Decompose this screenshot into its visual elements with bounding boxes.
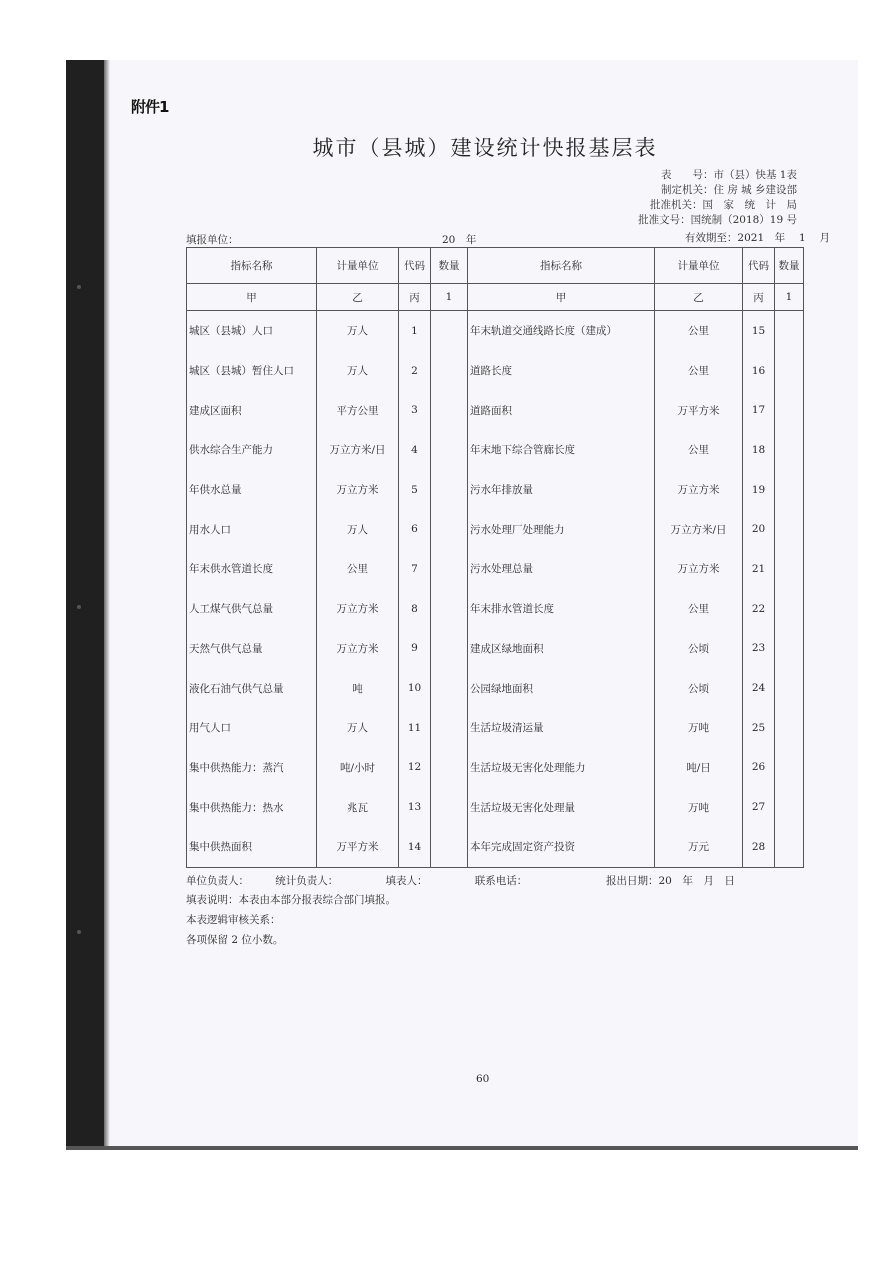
row-code: 27 <box>743 787 775 827</box>
indicator-name: 集中供热能力：热水 <box>187 787 317 827</box>
column-marker-row <box>187 284 804 311</box>
header-unit: 计量单位 <box>317 248 399 284</box>
quantity-cell[interactable] <box>431 629 468 669</box>
row-code: 1 <box>399 311 431 351</box>
quantity-cell[interactable] <box>431 827 468 867</box>
table-row <box>187 390 804 430</box>
quantity-cell[interactable] <box>431 589 468 629</box>
row-code: 28 <box>743 827 775 867</box>
quantity-cell[interactable] <box>775 629 804 669</box>
indicator-name: 年供水总量 <box>187 470 317 510</box>
quantity-cell[interactable] <box>431 509 468 549</box>
marker-jia: 甲 <box>468 284 655 311</box>
quantity-cell[interactable] <box>431 470 468 510</box>
row-code: 6 <box>399 509 431 549</box>
measure-unit: 公顷 <box>655 629 743 669</box>
quantity-cell[interactable] <box>775 787 804 827</box>
quantity-cell[interactable] <box>775 589 804 629</box>
form-number: 表 号：市（县）快基 1表 <box>660 169 797 181</box>
header-name: 指标名称 <box>468 248 655 284</box>
decimal-note: 各项保留 2 位小数。 <box>186 934 284 946</box>
report-year: 20 年 <box>442 234 477 246</box>
measure-unit: 万立方米/日 <box>655 509 743 549</box>
measure-unit: 公里 <box>655 430 743 470</box>
measure-unit: 万平方米 <box>317 827 399 867</box>
row-code: 25 <box>743 708 775 748</box>
approving-authority: 批准机关：国 家 统 计 局 <box>650 199 797 211</box>
issuing-authority: 制定机关：住 房 城 乡建设部 <box>660 184 797 196</box>
measure-unit: 兆瓦 <box>317 787 399 827</box>
row-code: 21 <box>743 549 775 589</box>
measure-unit: 公里 <box>655 311 743 351</box>
quantity-cell[interactable] <box>775 668 804 708</box>
header-qty: 数量 <box>431 248 468 284</box>
page-bottom-edge <box>66 1146 858 1150</box>
measure-unit: 吨/小时 <box>317 748 399 788</box>
measure-unit: 万立方米 <box>655 470 743 510</box>
row-code: 20 <box>743 509 775 549</box>
measure-unit: 万立方米 <box>317 629 399 669</box>
table-row <box>187 311 804 351</box>
table-row <box>187 470 804 510</box>
indicator-name: 生活垃圾清运量 <box>468 708 655 748</box>
measure-unit: 万立方米 <box>655 549 743 589</box>
indicator-name: 液化石油气供气总量 <box>187 668 317 708</box>
indicator-name: 用气人口 <box>187 708 317 748</box>
measure-unit: 万人 <box>317 708 399 748</box>
indicator-name: 生活垃圾无害化处理能力 <box>468 748 655 788</box>
indicator-name: 建成区绿地面积 <box>468 629 655 669</box>
measure-unit: 吨/日 <box>655 748 743 788</box>
marker-bing: 丙 <box>743 284 775 311</box>
table-row <box>187 827 804 867</box>
marker-one: 1 <box>431 284 468 311</box>
measure-unit: 万人 <box>317 509 399 549</box>
row-code: 23 <box>743 629 775 669</box>
measure-unit: 吨 <box>317 668 399 708</box>
table-row <box>187 351 804 391</box>
row-code: 24 <box>743 668 775 708</box>
measure-unit: 公顷 <box>655 668 743 708</box>
table-row <box>187 708 804 748</box>
measure-unit: 万人 <box>317 351 399 391</box>
quantity-cell[interactable] <box>431 708 468 748</box>
table-row <box>187 589 804 629</box>
quantity-cell[interactable] <box>775 470 804 510</box>
handwritten-attachment-note: 附件1 <box>131 98 169 116</box>
row-code: 12 <box>399 748 431 788</box>
form-title: 城市（县城）建设统计快报基层表 <box>312 136 658 160</box>
row-code: 22 <box>743 589 775 629</box>
table-row <box>187 787 804 827</box>
indicator-name: 集中供热面积 <box>187 827 317 867</box>
marker-one: 1 <box>775 284 804 311</box>
quantity-cell[interactable] <box>775 549 804 589</box>
indicator-name: 集中供热能力：蒸汽 <box>187 748 317 788</box>
punch-hole-mark <box>77 285 81 289</box>
header-name: 指标名称 <box>187 248 317 284</box>
indicator-name: 公园绿地面积 <box>468 668 655 708</box>
table-row <box>187 430 804 470</box>
row-code: 18 <box>743 430 775 470</box>
row-code: 26 <box>743 748 775 788</box>
quantity-cell[interactable] <box>431 351 468 391</box>
table-row <box>187 509 804 549</box>
measure-unit: 万立方米 <box>317 589 399 629</box>
indicator-name: 年末排水管道长度 <box>468 589 655 629</box>
quantity-cell[interactable] <box>775 708 804 748</box>
indicator-name: 道路长度 <box>468 351 655 391</box>
row-code: 3 <box>399 390 431 430</box>
row-code: 19 <box>743 470 775 510</box>
header-code: 代码 <box>399 248 431 284</box>
table-row <box>187 629 804 669</box>
logic-check-note: 本表逻辑审核关系： <box>186 914 281 926</box>
measure-unit: 万立方米 <box>317 470 399 510</box>
binder-strip <box>66 60 104 1150</box>
indicator-name: 年末轨道交通线路长度（建成） <box>468 311 655 351</box>
quantity-cell[interactable] <box>775 827 804 867</box>
quantity-cell[interactable] <box>431 668 468 708</box>
quantity-cell[interactable] <box>775 351 804 391</box>
indicator-name: 天然气供气总量 <box>187 629 317 669</box>
marker-yi: 乙 <box>655 284 743 311</box>
indicator-name: 年末供水管道长度 <box>187 549 317 589</box>
quantity-cell[interactable] <box>775 748 804 788</box>
measure-unit: 万立方米/日 <box>317 430 399 470</box>
measure-unit: 公里 <box>317 549 399 589</box>
quantity-cell[interactable] <box>431 430 468 470</box>
header-qty: 数量 <box>775 248 804 284</box>
indicator-name: 生活垃圾无害化处理量 <box>468 787 655 827</box>
indicator-name: 本年完成固定资产投资 <box>468 827 655 867</box>
indicator-name: 人工煤气供气总量 <box>187 589 317 629</box>
measure-unit: 万元 <box>655 827 743 867</box>
measure-unit: 公里 <box>655 351 743 391</box>
measure-unit: 万平方米 <box>655 390 743 430</box>
measure-unit: 平方公里 <box>317 390 399 430</box>
indicator-name: 污水年排放量 <box>468 470 655 510</box>
quantity-cell[interactable] <box>775 390 804 430</box>
quantity-cell[interactable] <box>775 311 804 351</box>
valid-until: 有效期至：2021 年 1 月 <box>684 232 830 244</box>
row-code: 8 <box>399 589 431 629</box>
fill-instruction: 填表说明：本表由本部分报表综合部门填报。 <box>186 894 396 906</box>
quantity-cell[interactable] <box>431 549 468 589</box>
row-code: 11 <box>399 708 431 748</box>
indicator-name: 道路面积 <box>468 390 655 430</box>
statistics-table <box>186 247 804 868</box>
row-code: 5 <box>399 470 431 510</box>
quantity-cell[interactable] <box>431 390 468 430</box>
table-row <box>187 748 804 788</box>
indicator-name: 污水处理总量 <box>468 549 655 589</box>
indicator-name: 建成区面积 <box>187 390 317 430</box>
measure-unit: 万人 <box>317 311 399 351</box>
binder-shadow <box>104 60 110 1150</box>
header-unit: 计量单位 <box>655 248 743 284</box>
row-code: 10 <box>399 668 431 708</box>
marker-bing: 丙 <box>399 284 431 311</box>
measure-unit: 公里 <box>655 589 743 629</box>
header-code: 代码 <box>743 248 775 284</box>
row-code: 4 <box>399 430 431 470</box>
quantity-cell[interactable] <box>431 748 468 788</box>
indicator-name: 用水人口 <box>187 509 317 549</box>
row-code: 15 <box>743 311 775 351</box>
row-code: 7 <box>399 549 431 589</box>
table-row <box>187 549 804 589</box>
punch-hole-mark <box>77 605 81 609</box>
table-header-row <box>187 248 804 284</box>
quantity-cell[interactable] <box>775 509 804 549</box>
fill-unit-label: 填报单位： <box>186 234 239 246</box>
row-code: 16 <box>743 351 775 391</box>
quantity-cell[interactable] <box>431 311 468 351</box>
indicator-name: 城区（县城）暂住人口 <box>187 351 317 391</box>
indicator-name: 城区（县城）人口 <box>187 311 317 351</box>
punch-hole-mark <box>77 930 81 934</box>
marker-jia: 甲 <box>187 284 317 311</box>
row-code: 17 <box>743 390 775 430</box>
row-code: 2 <box>399 351 431 391</box>
table-row <box>187 668 804 708</box>
form-meta <box>638 168 797 228</box>
approval-number: 批准文号：国统制（2018）19 号 <box>638 214 797 226</box>
quantity-cell[interactable] <box>775 430 804 470</box>
measure-unit: 万吨 <box>655 787 743 827</box>
indicator-name: 污水处理厂处理能力 <box>468 509 655 549</box>
signature-line: 单位负责人： 统计负责人： 填表人： 联系电话： 报出日期：20 年 月 日 <box>186 875 735 887</box>
measure-unit: 万吨 <box>655 708 743 748</box>
indicator-name: 年末地下综合管廊长度 <box>468 430 655 470</box>
marker-yi: 乙 <box>317 284 399 311</box>
indicator-name: 供水综合生产能力 <box>187 430 317 470</box>
row-code: 14 <box>399 827 431 867</box>
quantity-cell[interactable] <box>431 787 468 827</box>
row-code: 9 <box>399 629 431 669</box>
page-number: 60 <box>476 1073 490 1085</box>
row-code: 13 <box>399 787 431 827</box>
